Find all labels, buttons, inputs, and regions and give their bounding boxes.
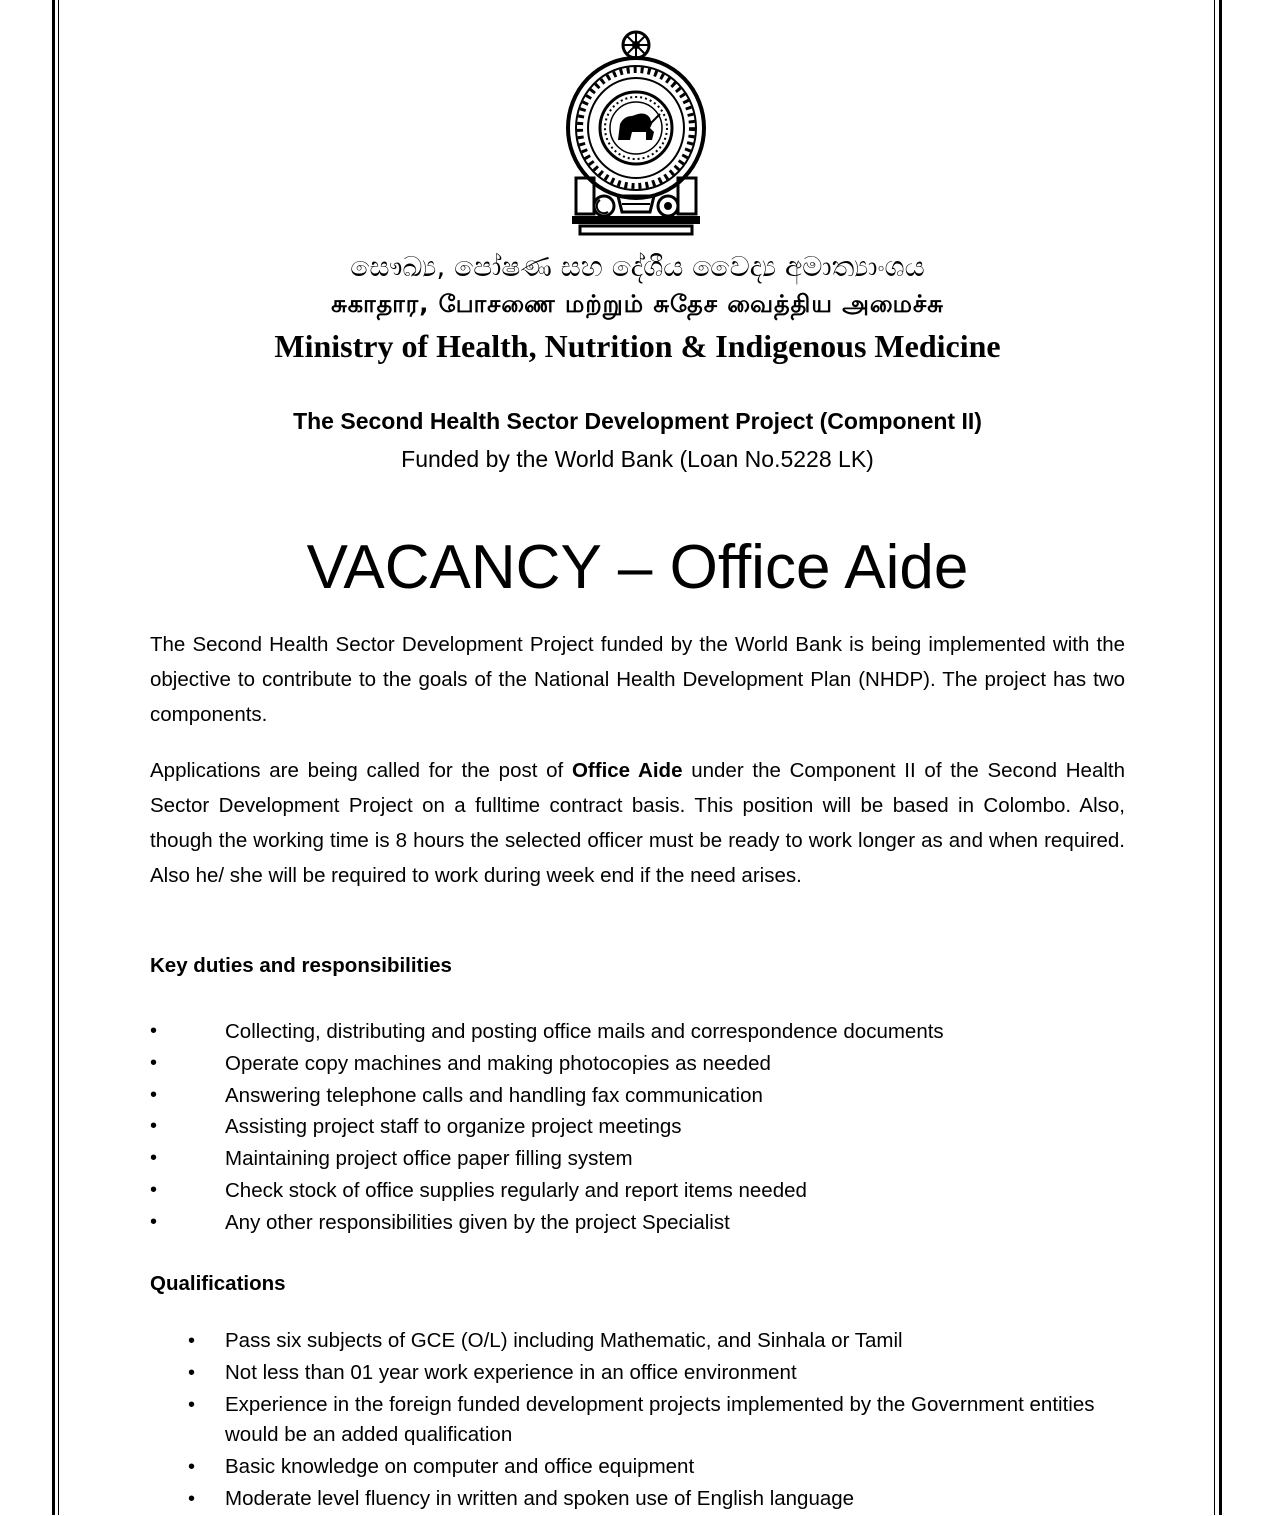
bullet-icon: • — [150, 1147, 158, 1170]
duty-text: Operate copy machines and making photocopies as needed — [225, 1051, 771, 1075]
duty-text: Maintaining project office paper filling system — [225, 1147, 633, 1171]
qualification-text: Pass six subjects of GCE (O/L) including Mathematic, and Sinhala or Tamil — [225, 1329, 903, 1352]
bullet-icon: • — [150, 1051, 158, 1074]
list-item — [0, 1452, 1275, 1482]
right-border-outer — [1219, 0, 1222, 1515]
bullet-icon: • — [188, 1330, 196, 1352]
right-border-inner — [1214, 0, 1215, 1515]
sri-lanka-emblem-icon — [566, 28, 706, 236]
bullet-icon: • — [150, 1115, 158, 1138]
list-item — [0, 1390, 1275, 1450]
duty-text: Collecting, distributing and posting office mails and correspondence documents — [225, 1020, 944, 1043]
bullet-icon: • — [188, 1456, 196, 1478]
bullet-icon: • — [150, 1210, 158, 1233]
duty-text: Assisting project staff to organize project meetings — [225, 1115, 682, 1139]
ministry-name-tamil: சுகாதார, போசணை மற்றும் சுதேச வைத்திய அமைச்சு — [331, 290, 944, 318]
applications-text-end: under the Component II of the Second Health Sector Development Project on a fulltime contract basis. This position will be based in Colombo. Also, though the working time is 8 hours the selected officer must be ready to work longer as and when required. Also he/ she will be required to work during week end if the need arises. — [150, 759, 1125, 887]
list-item — [0, 1175, 1275, 1207]
list-item — [0, 1326, 1275, 1356]
project-funding: Funded by the World Bank (Loan No.5228 LK) — [401, 446, 874, 472]
qualification-text: Basic knowledge on computer and office equipment — [225, 1455, 695, 1478]
list-item — [0, 1143, 1275, 1175]
bullet-icon: • — [150, 1178, 158, 1201]
list-item — [0, 1048, 1275, 1080]
ministry-name-sinhala: සෞඛ්‍ය, පෝෂණ සහ දේශීය වෛද්‍ය අමාත්‍යාංශය — [350, 250, 925, 283]
list-item — [0, 1111, 1275, 1143]
duty-text: Answering telephone calls and handling fax communication — [225, 1083, 763, 1107]
qualifications-list — [0, 1326, 1275, 1516]
bullet-icon: • — [150, 1020, 158, 1042]
qualification-text: Experience in the foreign funded development projects implemented by the Government entities would be an added qualification — [225, 1393, 1095, 1446]
duties-heading: Key duties and responsibilities — [150, 954, 452, 977]
list-item — [0, 1016, 1275, 1048]
ministry-name-english: Ministry of Health, Nutrition & Indigenous Medicine — [274, 328, 1001, 364]
bullet-icon: • — [150, 1083, 158, 1106]
qualification-text: Not less than 01 year work experience in an office environment — [225, 1361, 797, 1384]
duties-list — [0, 1016, 1275, 1239]
project-title: The Second Health Sector Development Project (Component II) — [293, 408, 982, 434]
bullet-icon: • — [188, 1394, 196, 1416]
duty-text: Any other responsibilities given by the project Specialist — [225, 1210, 730, 1234]
list-item — [0, 1207, 1275, 1239]
left-border-inner — [58, 0, 59, 1515]
duty-text: Check stock of office supplies regularly and report items needed — [225, 1178, 807, 1202]
list-item — [0, 1484, 1275, 1514]
post-name-bold: Office Aide — [571, 759, 683, 782]
qualification-text: Moderate level fluency in written and spoken use of English language — [225, 1487, 855, 1510]
list-item — [0, 1358, 1275, 1388]
bullet-icon: • — [188, 1488, 196, 1510]
applications-text-start: Applications are being called for the post of — [150, 759, 572, 782]
bullet-icon: • — [188, 1362, 196, 1384]
left-border-outer — [52, 0, 55, 1515]
qualifications-heading: Qualifications — [150, 1272, 286, 1295]
applications-paragraph — [150, 753, 1125, 893]
vacancy-title: VACANCY – Office Aide — [306, 533, 969, 602]
intro-paragraph: The Second Health Sector Development Project funded by the World Bank is being implemented with the objective to contribute to the goals of the National Health Development Plan (NHDP). The project has two components. — [150, 633, 1125, 726]
list-item — [0, 1080, 1275, 1112]
